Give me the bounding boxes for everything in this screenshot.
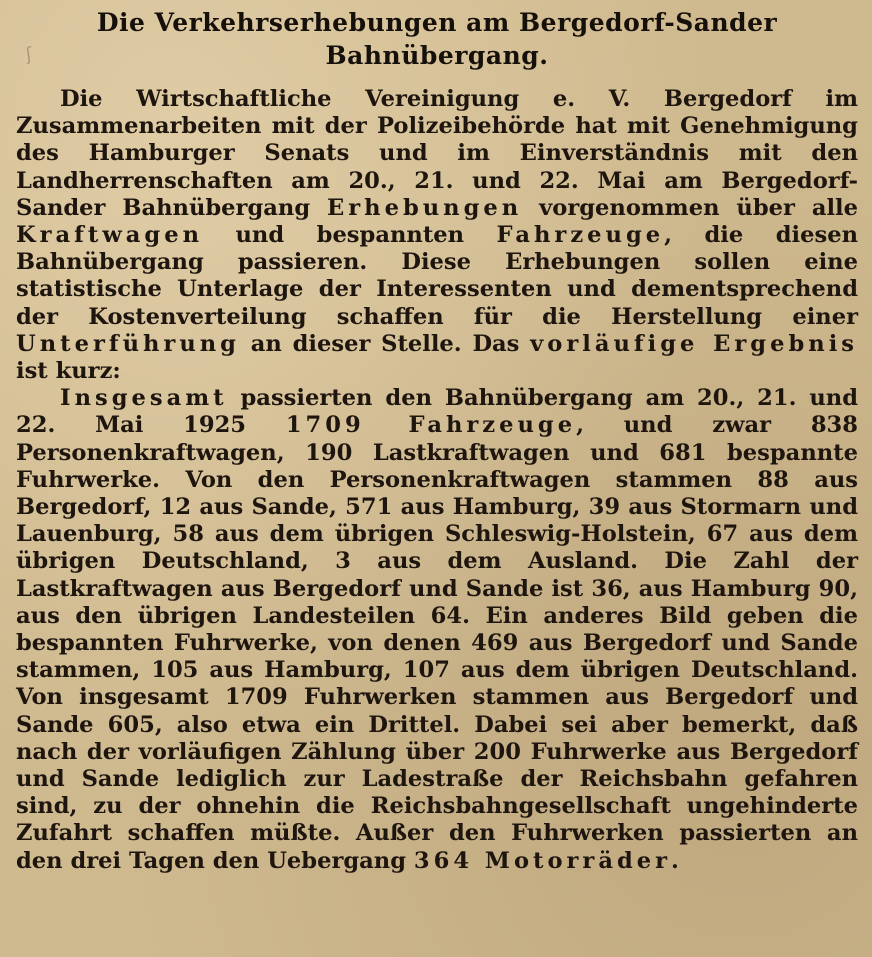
emphasis-erhebungen: Erhebungen [327,194,523,221]
results-text-1: passierten den Bahnübergang am 20., 21. und 22. Mai 1925 [16,385,858,439]
results-text-2: , und zwar 838 Personenkraftwagen, 190 Lastkraftwagen und 681 bespannte Fuhrwerke. Von den Personenkraftwagen stammen 88 aus Bergedorf, 12 aus Sande, 571 aus Hamburg, 39 aus Stormarn und Lauenburg, 58 aus dem übrigen Schleswig-Holstein, 67 aus dem übrigen Deutschland, 3 aus dem Ausland. Die Zahl der Lastkraftwagen aus Bergedorf und Sande ist 36, aus Hamburg 90, aus den übrigen Landesteilen 64. Ein anderes Bild geben die bespannten Fuhrwerke, von denen 469 aus Bergedorf und Sande stammen, 105 aus Hamburg, 107 aus dem übrigen Deutschland. Von insgesamt 1709 Fuhrwerken stammen aus Bergedorf und Sande 605, also etwa ein Drittel. Dabei sei aber bemerkt, daß nach der vorläufigen Zählung über 200 Fuhrwerke aus Bergedorf und Sande lediglich zur Ladestraße der Reichsbahn gefahren sind, zu der ohnehin die Reichsbahngesellschaft ungehinderte Zufahrt schaffen müßte. Außer den Fuhrwerken passierten an den drei Tagen den Uebergang [16,412,858,874]
article-paragraph-intro [16,86,858,385]
emphasis-fahrzeuge: Fahrzeuge [496,222,665,249]
article-body [16,86,858,875]
emphasis-motorraeder: 364 Motorräder [413,847,672,874]
intro-text-start: Die Wirtschaftliche Vereinigung e. V. Bergedorf im Zusammenarbeiten mit der Polizeibehörde hat mit Genehmigung des Hamburger Senats und im Einverständnis mit den Landherrenschaften am 20., 21. und 22. Mai am Bergedorf-Sander Bahnübergang [16,86,858,221]
article-headline: Die Verkehrserhebungen am Bergedorf-Sander Bahnübergang. [96,8,778,70]
intro-text-2: und bespannten [203,222,497,249]
pencil-mark-icon: ʃ [24,43,34,66]
emphasis-total-vehicles: 1709 Fahrzeuge [285,412,577,439]
emphasis-unterfuehrung: Unterführung [16,330,240,357]
results-text-end: . [671,847,679,874]
emphasis-kraftwagen: Kraftwagen [16,222,204,249]
intro-text-4: an dieser Stelle. Das [239,330,531,357]
emphasis-ergebnis: vorläufige Ergebnis [530,330,858,357]
intro-text-1: vorgenommen über alle [522,194,858,221]
article-paragraph-results [16,385,858,875]
intro-text-3: , die diesen Bahnübergang passieren. Diese Erhebungen sollen eine statistische Unterlage der Interessenten und dementsprechend der Kostenverteilung schaffen für die Herstellung einer [16,222,858,330]
intro-text-end: ist kurz: [16,358,121,385]
emphasis-insgesamt: Insgesamt [60,385,228,412]
